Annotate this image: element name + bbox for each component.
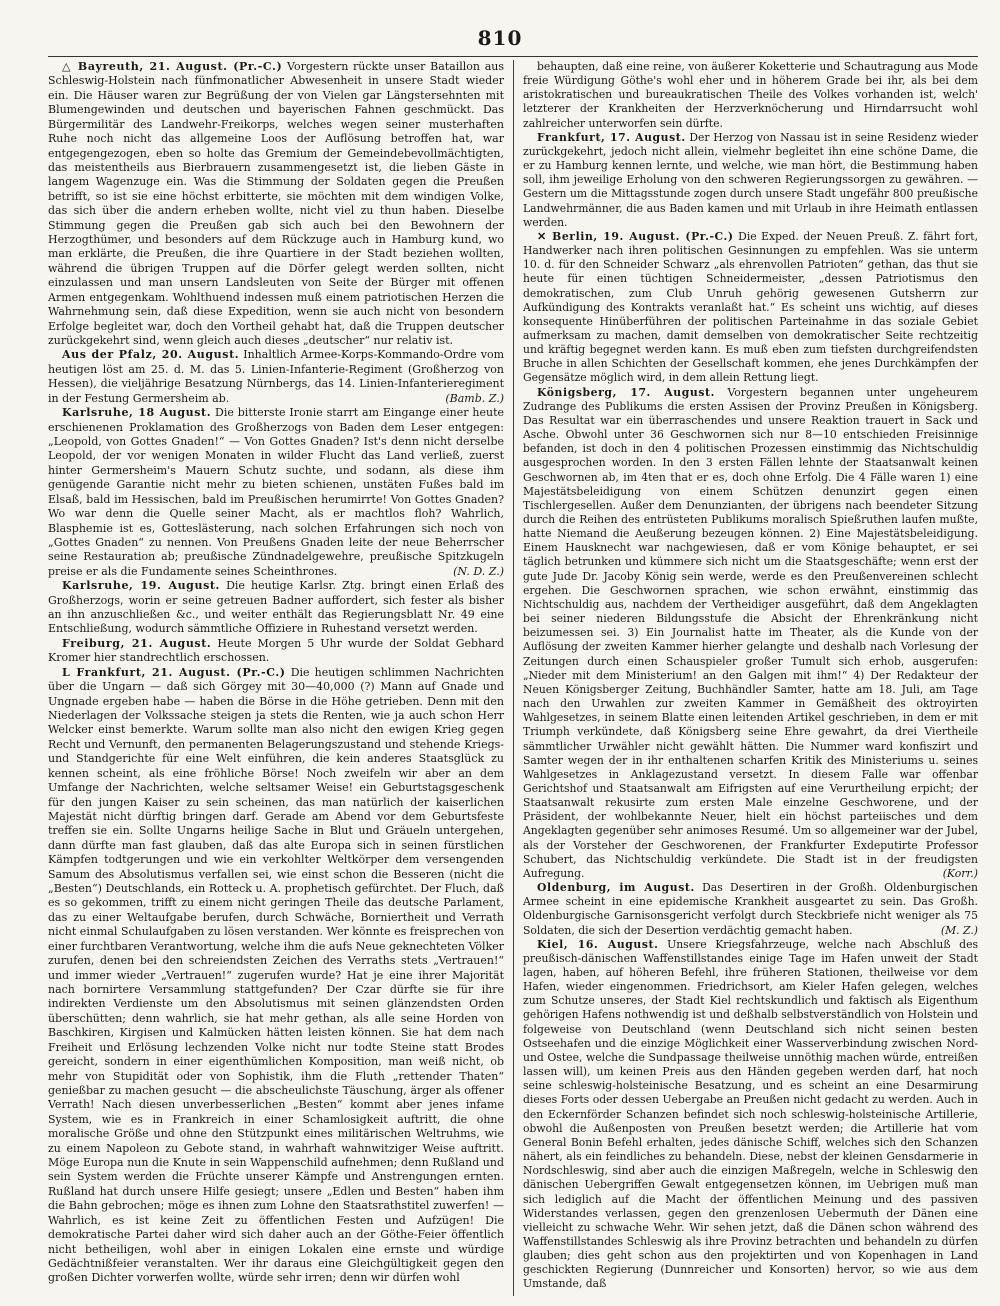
article-text: behaupten, daß eine reine, von äußerer Koketterie und Schautragung aus Mode freie Würdigung Göthe's wohl eher und in höherem Grade bei ihr, als bei dem aristokratischen und bureaukratischen Theile des Volkes vorhanden ist, welch' letzterer der Krankheiten der Herzverknöcherung und Hirndarrsucht wohl zahlreicher unterworfen sein dürfte. — [523, 60, 978, 130]
article-dateline: Aus der Pfalz, 20. August. — [62, 348, 240, 362]
article — [523, 60, 978, 131]
article-source: (Korr.) — [942, 866, 978, 880]
article-text: Die heutigen schlimmen Nachrichten über die Ungarn — daß sich Görgey mit 30—40,000 (?) Mann auf Gnade und Ungnade ergeben habe — haben die Börse in die Höhe getrieben. Denn mit den Niederlagen der Volkssache steigen ja stets die Renten, wie ja auch schon Herr Welcker einst bemerkte. Warum sollte man also nicht den ewigen Krieg gegen Recht und Vernunft, den permanenten Belagerungszustand und stehende Kriegs- und Standgerichte für eine Welt einführen, die kein anderes Staatsglück zu kennen scheint, als eine fröhliche Börse! Noch zweifeln wir aber an dem Umfange der Nachrichten, welche seltsamer Weise! ein Geburtstagsgeschenk für den jungen Kaiser zu sein scheinen, das man natürlich der kaiserlichen Majestät nicht dürftig bringen darf. Gerade am Abend vor dem Geburtsfeste treffen sie ein. Sollte Ungarns heilige Sache in Blut und Gräueln untergehen, dann dürfte man fast glauben, daß das alte Europa sich in seinen fürstlichen Kämpfen todtgerungen und wie ein verkohlter Weltkörper dem versengenden Samum des Absolutismus verfallen sei, wie einst schon die Besseren (nicht die „Besten“) Deutschlands, ein Rotteck u. A. prophetisch gefürchtet. Der Fluch, daß es so gekommen, trifft zu einem nicht geringen Theile das deutsche Parlament, das zu einer Weltaufgabe berufen, durch Schwäche, Borniertheit und Verrath nicht einmal Schulaufgaben zu lösen verstanden. Wer könnte es freisprechen von einer furchtbaren Verantwortung, welche ihm die aufs Neue geknechteten Völker zurufen, denen bei den schreiendsten Zeichen des Verraths stets „Vertrauen!“ und immer wieder „Vertrauen!“ zugerufen wurde? Hat je eine ihrer Majorität nach bornirtere Versammlung stattgefunden? Der Czar dürfte sie für ihre indirekten Verdienste um den Absolutismus mit seinen glänzendsten Orden überschütten; denn wahrlich, sie hat mehr gethan, als alle seine Horden von Baschkiren, Kirgisen und Kalmücken hätten leisten können. Sie hat dem nach Freiheit und Erlösung lechzenden Volke nicht nur todte Steine statt Brodes gereicht, sondern in einer eigenthümlichen Komposition, man weiß nicht, ob mehr von Stupidität oder von Sophistik, ihm die Fluth „rettender Thaten“ genießbar zu machen gesucht — die abscheulichste Täuschung, ärger als offener Verrath! Nach diesen unverbesserlichen „Besten“ kommt aber jenes infame System, wie es in Frankreich in einer Schamlosigkeit auftritt, die ohne moralische Größe und ohne den Stützpunkt eines militärischen Weltruhms, wie zu einem Napoleon zu Gebote stand, in wahrhaft wahnwitziger Weise auftritt. Möge Europa nun die Knute in sein Wappenschild aufnehmen; denn Rußland und sein System werden die Früchte unserer Kämpfe und Anstrengungen ernten. Rußland hat durch unsere Hilfe gesiegt; unsere „Edlen und Besten“ haben ihm die Bahn gebrochen; möge es ihnen zum Lohne den Staatsrathstitel zuwerfen! — Wahrlich, es ist keine Zeit zu öffentlichen Festen und Aufzügen! Die demokratische Partei daher wird sich daher auch an der Göthe-Feier öffentlich nicht betheiligen, wohl aber in einigen Lokalen eine ernste und würdige Gedächtnißfeier veranstalten. Wer ihr daraus eine Gleichgültigkeit gegen den großen Dichter vorwerfen wollte, würde sehr irren; denn wir dürfen wohl — [48, 665, 504, 1285]
article-source: (N. D. Z.) — [453, 564, 504, 578]
right-column — [513, 60, 978, 1296]
article-dateline: △ Bayreuth, 21. August. (Pr.-C.) — [62, 60, 283, 73]
article-text: Inhaltlich Armee-Korps-Kommando-Ordre vom heutigen löst am 25. d. M. das 5. Linien-Infanterie-Regiment (Großherzog von Hessen), die vieljährige Besatzung Nürnbergs, das 14. Linien-Infanterieregiment in der Festung Germersheim ab. — [48, 348, 504, 405]
article-text: Heute Morgen 5 Uhr wurde der Soldat Gebhard Kromer hier standrechtlich erschossen. — [48, 636, 504, 665]
article-text: Vorgestern begannen unter ungeheurem Zudrange des Publikums die ersten Assisen der Provinz Preußen in Königsberg. Das Resultat war ein überraschendes und unsere Reaktion trauert in Sack und Asche. Obwohl unter 36 Geschwornen sich nur 8—10 entschieden Freisinnige befanden, ist doch in den 4 politischen Prozessen einstimmig das Nichtschuldig ausgesprochen worden. In den 3 ersten Fällen lehnte der Staatsanwalt keinen Geschwornen ab, im 4ten that er es, doch ohne Erfolg. Die 4 Fälle waren 1) eine Majestätsbeleidigung von einem Schützen denunzirt gegen einen Tischlergesellen. Außer dem Denunzianten, der übrigens nach beendeter Sitzung durch die Reihen des entrüsteten Publikums moralisch Spießruthen laufen mußte, hatte Niemand die Aeußerung bezeugen können. 2) Eine Majestätsbeleidigung. Einem Hausknecht war nachgewiesen, daß er vom Könige behauptet, er sei täglich betrunken und kümmere sich nicht um die Staatsgeschäfte; wenn erst der gute Jude Dr. Jacoby König sein werde, werde es den Preußenvereinen schlecht ergehen. Die Geschwornen sprachen, wie schon erwähnt, einstimmig das Nichtschuldig aus, nachdem der Vertheidiger ausgeführt, daß dem Angeklagten bei seiner niederen Bildungsstufe die Absicht der Ehrenkränkung nicht beizumessen sei. 3) Ein Journalist hatte im Theater, als die Kunde von der Auflösung der zweiten Kammer hierher gelangte und deshalb nach Vorlesung der Zeitungen durch einen Schauspieler großer Tumult sich erhob, ausgerufen: „Nieder mit dem Ministerium! an den Galgen mit ihm!“ 4) Der Redakteur der Neuen Königsberger Zeitung, Buchhändler Samter, hatte am 18. Juli, am Tage nach den Urwahlen zur zweiten Kammer in Gemäßheit des oktroyirten Wahlgesetzes, in seinem Blatte einen leitenden Artikel geschrieben, in dem er mit Triumph verkündete, daß Königsberg seine Ehre gewahrt, da drei Viertheile sämmtlicher Urwähler nicht gewählt hätten. Die Nummer ward konfiszirt und Samter wegen der in ihr enthaltenen scharfen Kritik des Ministeriums u. seines Wahlgesetzes in Anklagezustand versetzt. In diesem Falle war offenbar Gerichtshof und Staatsanwalt am Eifrigsten auf eine Verurtheilung erpicht; der Staatsanwalt rekusirte zum ersten Male einzelne Geschworene, und der Präsident, der wohlbekannte Neuer, hielt ein höchst parteiisches und dem Angeklagten gegenüber sehr animoses Resumé. Um so allgemeiner war der Jubel, als der Vorsteher der Geschworenen, der Frankfurter Exdeputirte Professor Schubert, das Nichtschuldig verkündete. Die Stadt ist in der freudigsten Aufregung. — [523, 385, 978, 880]
article-dateline: Karlsruhe, 19. August. — [62, 579, 220, 593]
article — [48, 579, 504, 637]
article-text: Die heutige Karlsr. Ztg. bringt einen Erlaß des Großherzogs, worin er seine getreuen Badner auffordert, sich fester als bisher an ihn anzuschließen &c., und weiter enthält das Regierungsblatt Nr. 49 eine Entschließung, wodurch sämmtliche Offiziere in Ruhestand versetzt werden. — [48, 579, 505, 636]
article-dateline: Königsberg, 17. August. — [537, 385, 715, 399]
article — [48, 637, 504, 666]
page-number: 810 — [477, 26, 523, 50]
article — [48, 666, 504, 1286]
article-text: Vorgestern rückte unser Bataillon aus Schleswig-Holstein nach fünfmonatlicher Abwesenheit in unsere Stadt wieder ein. Die Häuser waren zur Begrüßung der von Vielen gar Längstersehnten mit Blumengewinden und deutschen und bayerischen Fahnen geschmückt. Das Bürgermilitär des Landwehr-Freikorps, welches wegen seiner musterhaften Ruhe noch nicht das allgemeine Loos der Auflösung betroffen hat, war entgegengezogen, eben so holte das Gremium der Gemeindebevollmächtigten, das meistentheils aus Bierbrauern zusammengesetzt ist, die lieben Gäste in langem Wagenzuge ein. Was die Stimmung der Soldaten gegen die Preußen betrifft, so ist sie eine höchst erbitterte, sie möchten mit dem windigen Volke, das sich über die andern erheben wollte, nicht viel zu thun haben. Dieselbe Stimmung gegen die Preußen gab sich auch bei den Bewohnern der Herzogthümer, und besonders auf dem Rückzuge auch in Hamburg kund, wo man erklärte, die Preußen, die ihre Quartiere in der Stadt beziehen wollten, während die übrigen Truppen auf die Dörfer gelegt werden sollten, nicht einzulassen und man unsern Landsleuten von Seite der Bürger mit offenen Armen entgegenkam. Wohlthuend indessen muß einem patriotischen Herzen die Wahrnehmung sein, daß diese Expedition, wenn sie auch nicht von besondern Erfolge begleitet war, doch den Vortheil gehabt hat, daß die Truppen deutscher zurückgekehrt sind, wenn gleich auch dieses „deutscher“ nur relativ ist. — [48, 60, 504, 348]
article-dateline: Kiel, 16. August. — [537, 937, 659, 951]
left-column — [48, 60, 513, 1296]
article-dateline: L Frankfurt, 21. August. (Pr.-C.) — [62, 665, 286, 679]
article-dateline: Karlsruhe, 18 August. — [62, 406, 212, 420]
article — [48, 348, 504, 406]
header-rule — [48, 56, 978, 57]
article — [523, 131, 978, 230]
article-dateline: ✕ Berlin, 19. August. (Pr.-C.) — [537, 229, 734, 243]
article-source: (M. Z.) — [940, 923, 978, 937]
article-text: Die bitterste Ironie starrt am Eingange einer heute erschienenen Proklamation des Großherzogs von Baden dem Leser entgegen: „Leopold, von Gottes Gnaden!“ — Von Gottes Gnaden? Ist's denn nicht derselbe Leopold, der vor wenigen Monaten in wilder Flucht das Land verließ, zuerst hinter Germersheim's Mauern Schutz suchte, und sodann, als diese ihm genügende Garantie nicht mehr zu bieten schienen, unstäten Fußes bald im Elsaß, bald im Hessischen, bald im Preußischen herumirrte! Von Gottes Gnaden? Wo war denn die Quelle seiner Macht, als er machtlos floh? Wahrlich, Blasphemie ist es, Gotteslästerung, nach solchen Erfahrungen sich noch von „Gottes Gnaden“ zu nennen. Von Preußens Gnaden leite der neue Beherrscher seine Restauration ab; preußische Zündnadelgewehre, preußische Spitzkugeln preise er als die Fundamente seines Scheinthrones. — [48, 406, 505, 578]
article — [523, 386, 978, 881]
article — [523, 230, 978, 386]
article — [523, 938, 978, 1292]
article-dateline: Freiburg, 21. August. — [62, 636, 212, 650]
article-text: Die Exped. der Neuen Preuß. Z. fährt fort, Handwerker nach ihren politischen Gesinnungen zu empfehlen. Was sie unterm 10. d. für den Schneider Schwarz „als ehrenvollen Patrioten“ gethan, das thut sie heute für einen tüchtigen Schneidermeister, „dessen Patriotismus den demokratischen, zum Club Unruh gehörig gewesenen Gutsherrn zur Aufkündigung des Kontrakts veranlaßt hat.“ Es scheint uns wichtig, auf dieses konsequente Hinüberführen der politischen Parteinahme in das soziale Gebiet aufmerksam zu machen, damit demselben von demokratischer Seite rechtzeitig und kräftig begegnet werden kann. Es muß eben zum tiefsten durchgreifendsten Bruche in allen Schichten der Gesellschaft kommen, ehe jenes Durchkämpfen der Gegensätze möglich wird, in dem allein Rettung liegt. — [523, 229, 978, 385]
article — [48, 60, 504, 348]
article-text: Unsere Kriegsfahrzeuge, welche nach Abschluß des preußisch-dänischen Waffenstillstandes einige Tage im Hafen unweit der Stadt lagen, haben, auf höheren Befehl, ihre früheren Stationen, theilweise vor dem Hafen, wieder eingenommen. Friedrichsort, am Kieler Hafen gelegen, welches zum Schutze unseres, der Stadt Kiel rechtskundlich und faktisch als Eigenthum gehörigen Hafens nothwendig ist und deßhalb selbstverständlich von Holstein und folgeweise von Deutschland (wenn Deutschland sich nicht seinen besten Ostseehafen und die einzige Möglichkeit einer Wasserverbindung zwischen Nord- und Ostee, welche die Sundpassage theilweise unnöthig machen würde, entreißen lassen will), um keinen Preis aus den Händen gegeben werden darf, hat noch seine schleswig-holsteinische Besatzung, und es scheint an eine Desarmirung dieses Forts oder dessen Uebergabe an Preußen nicht gedacht zu werden. Auch in den Eckernförder Schanzen befindet sich noch schleswig-holsteinische Artillerie, obwohl die Außenposten von Preußen besetzt werden; die Artillerie hat vom General Bonin Befehl erhalten, jedes dänische Schiff, welches sich den Schanzen nähert, als ein feindliches zu behandeln. Diese, nebst der kleinen Gensdarmerie in Nordschleswig, sind aber auch die einzigen Maßregeln, welche in Schleswig den dänischen Uebergriffen Gewalt entgegensetzen können, im Uebrigen muß man sich lediglich auf die Macht der öffentlichen Meinung und des passiven Widerstandes verlassen, gegen den grenzenlosen Uebermuth der Dänen eine vielleicht zu schwache Wehr. Wir sehen jetzt, daß die Dänen schon während des Waffenstillstandes Schleswig als ihre Provinz betrachten und behandeln zu dürfen glauben; dies geht schon aus den projektirten und von Kopenhagen in Land geschickten Regierung (Dunnreicher und Konsorten) hervor, so wie aus dem Umstande, daß — [523, 937, 978, 1291]
article-text: Das Desertiren in der Großh. Oldenburgischen Armee scheint in eine epidemische Krankheit ausgeartet zu sein. Das Großh. Oldenburgische Garnisonsgericht verfolgt durch Steckbriefe nicht weniger als 75 Soldaten, die sich der Desertion verdächtig gemacht haben. — [523, 881, 978, 937]
article-text: Der Herzog von Nassau ist in seine Residenz wieder zurückgekehrt, jedoch nicht allein, vielmehr begleitet ihn eine schöne Dame, die er zu Hamburg kennen lernte, und welche, wie man hört, die Bestimmung haben soll, ihm jeweilige Erholung von den schweren Regierungssorgen zu gewähren. — Gestern um die Mittagsstunde zogen durch unsere Stadt ungefähr 800 preußische Landwehrmänner, die aus Baden kamen und mit Urlaub in ihre Heimath entlassen werden. — [523, 130, 978, 229]
article — [48, 406, 504, 579]
article — [523, 881, 978, 938]
article-dateline: Oldenburg, im August. — [537, 881, 695, 895]
text-columns — [48, 60, 978, 1296]
article-source: (Bamb. Z.) — [445, 391, 504, 405]
article-dateline: Frankfurt, 17. August. — [537, 130, 686, 144]
